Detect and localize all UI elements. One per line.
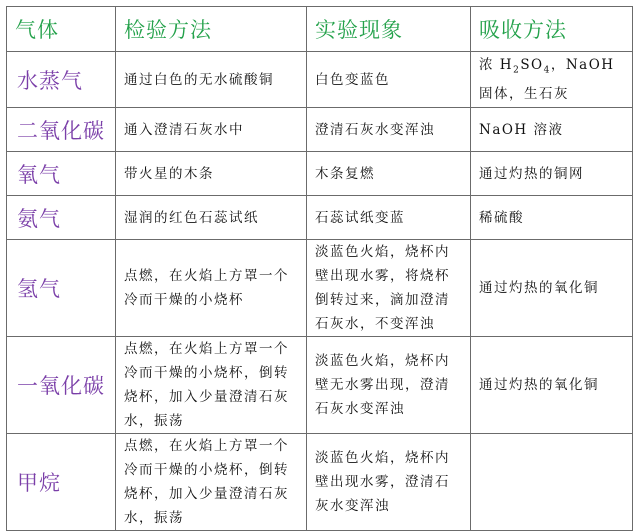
table-row <box>7 152 633 196</box>
phenomenon: 木条复燃 <box>307 152 471 196</box>
test-method: 带火星的木条 <box>116 152 307 196</box>
absorb-text-prefix: 浓 H <box>479 56 514 73</box>
test-method: 通入澄清石灰水中 <box>116 108 307 152</box>
gas-name: 一氧化碳 <box>7 337 116 434</box>
gas-name: 水蒸气 <box>7 52 116 108</box>
absorb-method: 通过灼热的铜网 <box>471 152 633 196</box>
absorb-method: NaOH 溶液 <box>471 108 633 152</box>
header-phenomenon: 实验现象 <box>307 7 471 52</box>
test-method: 通过白色的无水硫酸铜 <box>116 52 307 108</box>
table-row <box>7 240 633 337</box>
absorb-method <box>471 434 633 531</box>
absorb-text-so: SO <box>520 56 544 73</box>
gas-name: 氧气 <box>7 152 116 196</box>
table-row <box>7 196 633 240</box>
gas-name: 氢气 <box>7 240 116 337</box>
phenomenon: 白色变蓝色 <box>307 52 471 108</box>
absorb-method: 稀硫酸 <box>471 196 633 240</box>
table-row <box>7 337 633 434</box>
gas-name: 甲烷 <box>7 434 116 531</box>
header-gas: 气体 <box>7 7 116 52</box>
gas-test-table <box>6 6 633 531</box>
absorb-method: 通过灼热的氧化铜 <box>471 337 633 434</box>
absorb-method: 通过灼热的氧化铜 <box>471 240 633 337</box>
table-row <box>7 52 633 108</box>
absorb-subscript-2: 2 <box>513 65 521 76</box>
header-absorb-method: 吸收方法 <box>471 7 633 52</box>
phenomenon: 澄清石灰水变浑浊 <box>307 108 471 152</box>
table-row <box>7 108 633 152</box>
test-method: 湿润的红色石蕊试纸 <box>116 196 307 240</box>
header-row <box>7 7 633 52</box>
absorb-text-suffix: ，NaOH 固体，生石灰 <box>479 56 615 103</box>
phenomenon: 淡蓝色火焰，烧杯内壁无水雾出现，澄清石灰水变浑浊 <box>307 337 471 434</box>
test-method: 点燃，在火焰上方罩一个冷而干燥的小烧杯 <box>116 240 307 337</box>
test-method: 点燃，在火焰上方罩一个冷而干燥的小烧杯，倒转烧杯，加入少量澄清石灰水，振荡 <box>116 434 307 531</box>
absorb-subscript-4: 4 <box>543 65 551 76</box>
phenomenon: 石蕊试纸变蓝 <box>307 196 471 240</box>
header-test-method: 检验方法 <box>116 7 307 52</box>
phenomenon: 淡蓝色火焰，烧杯内壁出现水雾，将烧杯倒转过来，滴加澄清石灰水，不变浑浊 <box>307 240 471 337</box>
absorb-method <box>471 52 633 108</box>
gas-name: 氨气 <box>7 196 116 240</box>
phenomenon: 淡蓝色火焰，烧杯内壁出现水雾，澄清石灰水变浑浊 <box>307 434 471 531</box>
gas-name: 二氧化碳 <box>7 108 116 152</box>
table-row <box>7 434 633 531</box>
test-method: 点燃，在火焰上方罩一个冷而干燥的小烧杯，倒转烧杯，加入少量澄清石灰水，振荡 <box>116 337 307 434</box>
